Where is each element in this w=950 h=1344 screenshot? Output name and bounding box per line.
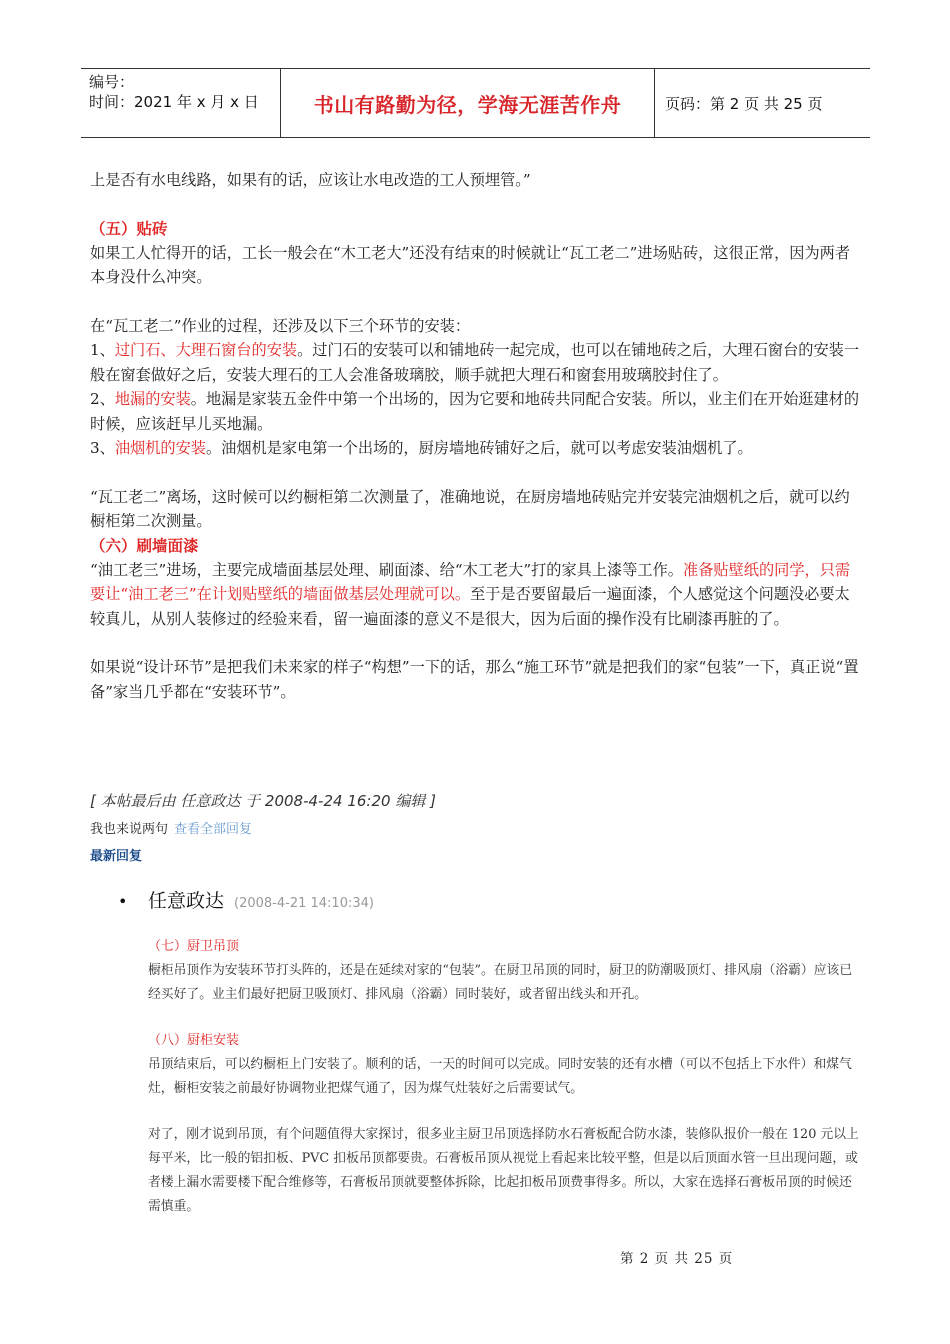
header-motto: 书山有路勤为径，学海无涯苦作舟 <box>281 69 655 137</box>
view-all-replies-link[interactable]: 查看全部回复 <box>174 822 253 837</box>
bullet-icon: • <box>118 892 128 911</box>
highlight-text: 油烟机的安装 <box>114 439 206 457</box>
paragraph: 吊顶结束后，可以约橱柜上门安装了。顺利的话，一天的时间可以完成。同时安装的还有水槽（可以不包括上下水件）和煤气灶，橱柜安装之前最好协调物业把煤气通了，因为煤气灶装好之后需要试气。 <box>148 1057 852 1096</box>
reply-timestamp: (2008-4-21 14:10:34) <box>234 896 374 911</box>
list-text: 。地漏是家装五金件中第一个出场的，因为它要和地砖共同配合安装。所以，业主们在开始逛建材的时候，应该赶早儿买地漏。 <box>90 390 860 433</box>
paragraph: 如果说“设计环节”是把我们未来家的样子“构想”一下的话，那么“施工环节”就是把我们的家“包装”一下，真正说“置备”家当几乎都在“安装环节”。 <box>90 658 859 701</box>
paragraph: “瓦工老二”离场，这时候可以约橱柜第二次测量了，准确地说，在厨房墙地砖贴完并安装完油烟机之后，就可以约橱柜第二次测量。 <box>90 487 850 530</box>
highlight-text: 准备贴壁纸的同学，只需要让“油工老三”在计划贴壁纸的墙面做基层处理就可以。 <box>90 560 851 603</box>
page-header <box>81 68 870 138</box>
section-heading-7: （七）厨卫吊顶 <box>148 939 240 954</box>
paragraph: 在“瓦工老二”作业的过程，还涉及以下三个环节的安装： <box>90 316 471 335</box>
reply-author[interactable]: 任意政达 <box>148 890 225 912</box>
list-number: 2、 <box>90 390 115 408</box>
highlight-text: 地漏的安装 <box>114 390 191 408</box>
list-number: 1、 <box>90 341 115 359</box>
section-heading-6: （六）刷墙面漆 <box>90 535 199 555</box>
article-body <box>90 168 860 704</box>
header-meta <box>81 69 281 137</box>
paragraph: 对了，刚才说到吊顶，有个问题值得大家探讨，很多业主厨卫吊顶选择防水石膏板配合防水漆，装修队报价一般在 120 元以上每平米，比一般的铝扣板、PVC 扣板吊顶都要贵。石膏板吊顶从视觉上看起来比较平整，但是以后顶面水管一旦出现问题，或者楼上漏水需要楼下配合维修等，石膏板吊顶就要整体拆除，比起扣板吊顶费事得多。所以，大家在选择石膏板吊顶的时候还需慎重。 <box>148 1127 859 1214</box>
paragraph-text: 至于是否要留最后一遍面漆，个人感觉这个问题没必要太较真儿，从别人装修过的经验来看，留一遍面漆的意义不是很大，因为后面的操作没有比刷漆再脏的了。 <box>90 585 850 628</box>
page-footer: 第 2 页 共 25 页 <box>620 1251 734 1267</box>
list-item <box>90 338 860 387</box>
list-number: 3、 <box>90 439 115 457</box>
paragraph: 如果工人忙得开的话，工长一般会在“木工老大”还没有结束的时候就让“瓦工老二”进场贴砖，这很正常，因为两者本身没什么冲突。 <box>90 243 851 286</box>
reply-link[interactable]: 我也来说两句 <box>90 822 169 837</box>
reply-body <box>148 935 860 1219</box>
reply-author-row <box>118 886 374 913</box>
list-text: 。油烟机是家电第一个出场的，厨房墙地砖铺好之后，就可以考虑安装油烟机了。 <box>205 439 753 457</box>
latest-replies-heading: 最新回复 <box>90 849 143 864</box>
date-label: 时间：2021 年 x 月 x 日 <box>89 93 259 111</box>
paragraph: 橱柜吊顶作为安装环节打头阵的，还是在延续对家的“包装”。在厨卫吊顶的同时，厨卫的防潮吸顶灯、排风扇（浴霸）应该已经买好了。业主们最好把厨卫吸顶灯、排风扇（浴霸）同时装好，或者留出线头和开孔。 <box>148 963 853 1002</box>
section-heading-5: （五）贴砖 <box>90 218 168 238</box>
list-text: 。过门石的安装可以和铺地砖一起完成，也可以在铺地砖之后，大理石窗台的安装一般在窗套做好之后，安装大理石的工人会准备玻璃胶，顺手就把大理石和窗套用玻璃胶封住了。 <box>90 341 860 384</box>
list-item <box>90 436 860 461</box>
paragraph <box>90 558 860 632</box>
serial-number-label: 编号： <box>89 73 135 91</box>
section-heading-8: （八）厨柜安装 <box>148 1033 240 1048</box>
highlight-text: 过门石、大理石窗台的安装 <box>114 341 298 359</box>
list-item <box>90 387 860 436</box>
header-page-info: 页码：第 2 页 共 25 页 <box>665 94 823 113</box>
paragraph-text: “油工老三”进场，主要完成墙面基层处理、刷面漆、给“木工老大”打的家具上漆等工作。 <box>90 560 683 579</box>
paragraph: 上是否有水电线路，如果有的话，应该让水电改造的工人预埋管。” <box>90 171 531 189</box>
reply-actions <box>90 818 252 837</box>
edit-note: [ 本帖最后由 任意政达 于 2008-4-24 16:20 编辑 ] <box>90 792 436 810</box>
